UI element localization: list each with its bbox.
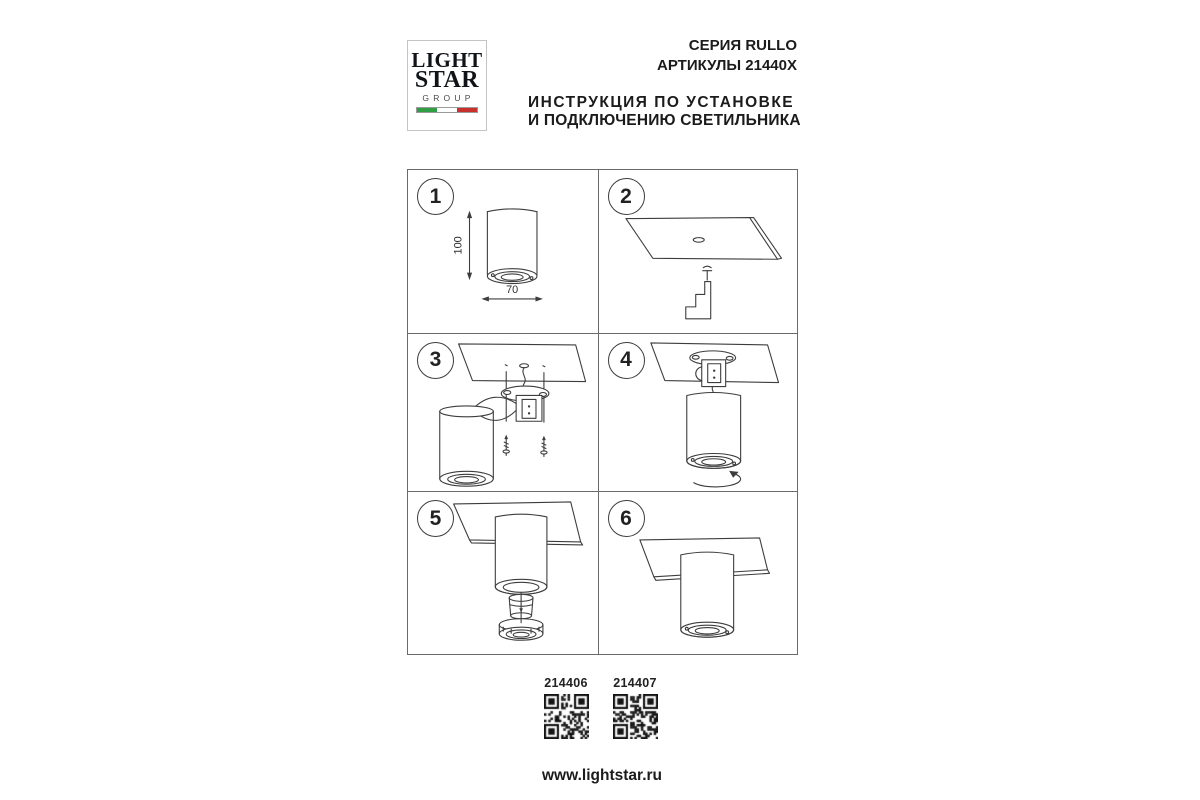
italian-flag-bar	[416, 107, 478, 113]
step-1-number: 1	[429, 184, 442, 208]
logo-word-star: STAR	[414, 67, 480, 93]
steps-grid	[407, 169, 798, 655]
step-panel-1	[408, 170, 599, 334]
instruction-line-2: И ПОДКЛЮЧЕНИЮ СВЕТИЛЬНИКА	[528, 112, 801, 129]
logo-word-light: LIGHT	[411, 48, 483, 72]
step-panel-3	[408, 334, 599, 493]
step-3-number-badge	[417, 342, 454, 379]
step-6-number-badge	[608, 500, 645, 537]
step-panel-5	[408, 492, 599, 654]
step-panel-6	[599, 492, 797, 654]
product-214406	[543, 676, 589, 739]
flag-white-segment	[437, 108, 457, 112]
logo-word-group: GROUP	[422, 93, 475, 103]
website-url: www.lightstar.ru	[542, 767, 662, 784]
step-6-number: 6	[620, 506, 632, 530]
lightstar-logo	[407, 40, 487, 131]
dim-width-label: 70	[506, 283, 519, 296]
flag-green-segment	[417, 108, 437, 112]
instruction-title	[528, 94, 801, 130]
step-4-number: 4	[620, 348, 632, 372]
step-2-number: 2	[620, 184, 632, 208]
instruction-line-1: ИНСТРУКЦИЯ ПО УСТАНОВКЕ	[528, 94, 795, 111]
step-3-number: 3	[429, 348, 442, 372]
qr-code	[613, 694, 658, 739]
product-code-label: 214407	[613, 676, 657, 690]
step-4-number-badge	[608, 342, 645, 379]
step-5-number: 5	[429, 506, 442, 530]
step-1-number-badge	[417, 178, 454, 215]
series-title: СЕРИЯ RULLO	[688, 37, 797, 54]
articles-title: АРТИКУЛЫ 21440X	[657, 57, 797, 74]
step-panel-2	[599, 170, 797, 334]
dim-height-label: 100	[452, 236, 465, 255]
product-code-label: 214406	[544, 676, 588, 690]
series-header	[657, 36, 797, 76]
qr-code	[544, 694, 589, 739]
step-2-number-badge	[608, 178, 645, 215]
step-panel-4	[599, 334, 797, 493]
product-214407	[612, 676, 658, 739]
flag-red-segment	[457, 108, 477, 112]
